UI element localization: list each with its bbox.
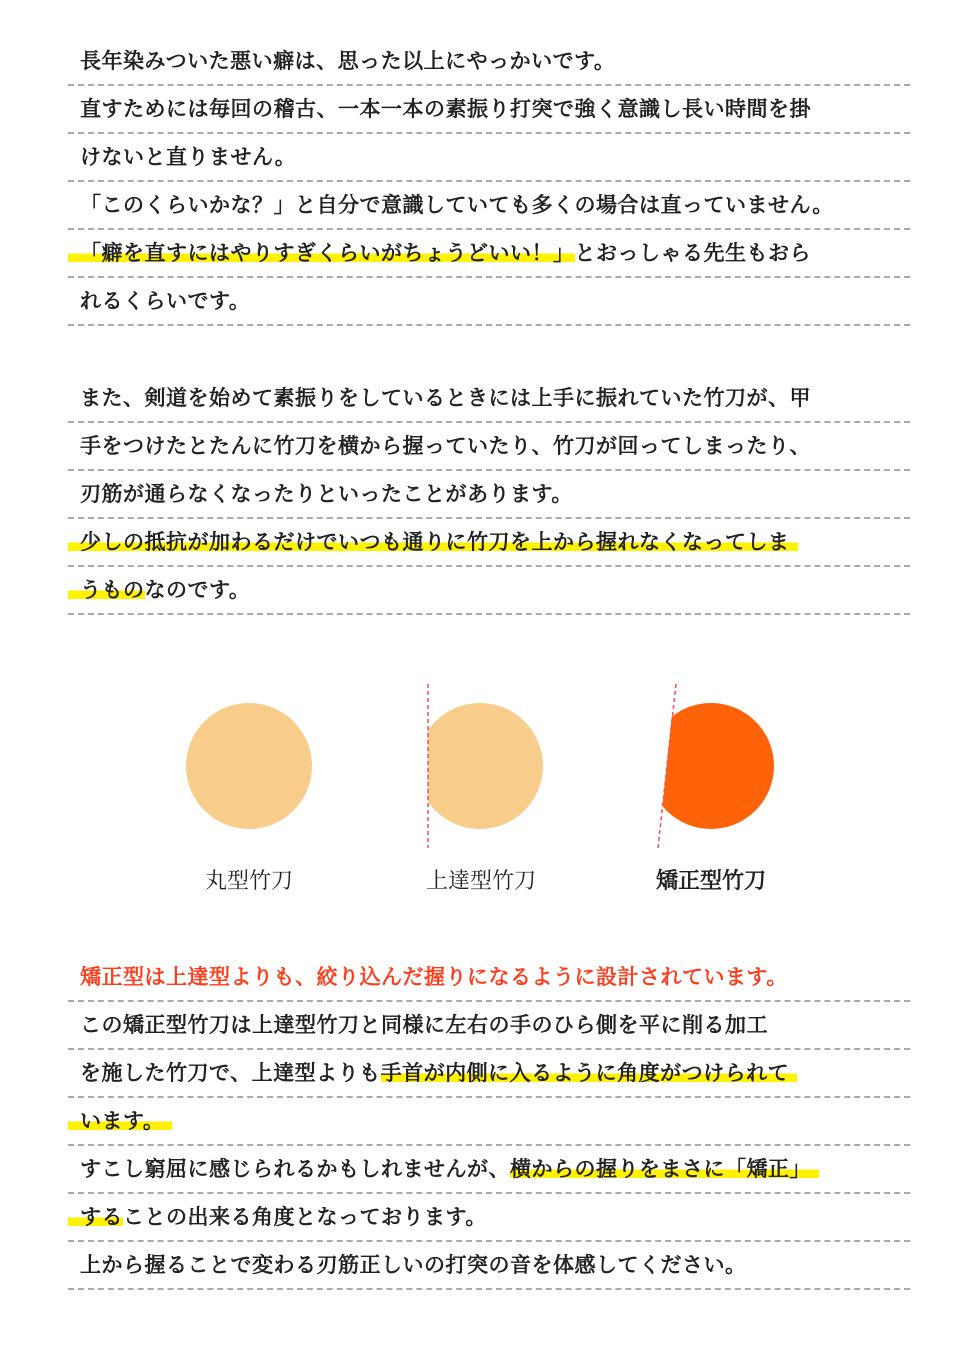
text-line [68,1002,910,1050]
text-line [68,954,910,1002]
text-line [68,1146,910,1194]
highlighted-text: います。 [68,1109,172,1133]
text-segment: この矯正型竹刀は上達型竹刀と同様に左右の手のひら側を平に削る加工 [80,1013,768,1037]
text-segment: とおっしゃる先生もおら [574,241,811,265]
highlighted-text: 少しの抵抗が加わるだけでいつも通りに竹刀を上から握れなくなってしま [68,530,798,554]
text-segment: すこし窮屈に感じられるかもしれませんが、 [80,1157,510,1181]
jotatsu-shinai-shape [417,703,543,829]
text-line [68,1194,910,1242]
highlighted-text: 「癖を直すにはやりすぎくらいがちょうどいい！」 [68,241,575,265]
text-segment: れるくらいです。 [80,289,251,313]
text-segment: を施した竹刀で、上達型よりも [80,1061,381,1085]
text-segment: なのです。 [144,578,251,602]
round-shinai-label: 丸型竹刀 [204,869,294,894]
highlighted-text: うもの [68,578,145,602]
text-segment: 直すためには毎回の稽古、一本一本の素振り打突で強く意識し長い時間を掛 [80,97,811,121]
text-line [68,1242,910,1290]
text-line [68,1050,910,1098]
text-segment: また、剣道を始めて素振りをしているときには上手に振れていた竹刀が、甲 [80,386,811,410]
highlighted-text: 手首が内側に入るように角度がつけられて [381,1061,798,1085]
text-segment: 上から握ることで変わる刃筋正しいの打突の音を体感してください。 [80,1253,747,1277]
text-segment: 「このくらいかな？」と自分で意識していても多くの場合は直っていません。 [80,193,834,217]
highlighted-text: 横からの握りをまさに「矯正」 [510,1157,819,1181]
highlighted-text: する [68,1205,123,1229]
jotatsu-shinai-label: 上達型竹刀 [425,869,537,894]
text-segment: けないと直りません。 [80,145,297,169]
round-shinai-shape [186,703,312,829]
text-segment: 刃筋が通らなくなったりといったことがあります。 [80,482,573,506]
text-segment: ことの出来る角度となっております。 [123,1205,487,1229]
text-segment: 手をつけたとたんに竹刀を横から握っていたり、竹刀が回ってしまったり、 [80,434,811,458]
kyosei-shinai-label: 矯正型竹刀 [655,869,767,894]
paragraph-3 [68,954,910,1290]
kyosei-shinai-shape [648,703,774,829]
text-line [68,1098,910,1146]
text-segment: 長年染みついた悪い癖は、思った以上にやっかいです。 [80,49,616,73]
text-segment: 矯正型は上達型よりも、絞り込んだ握りになるように設計されています。 [80,965,788,989]
